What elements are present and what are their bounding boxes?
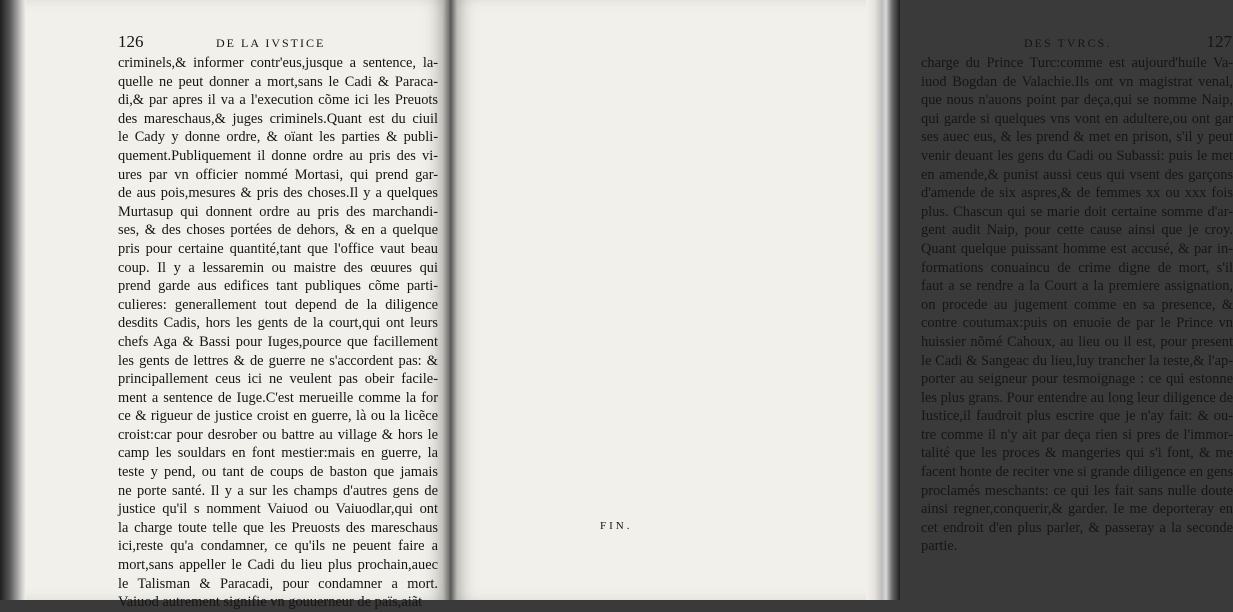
right-running-head <box>920 34 1232 52</box>
text-line: talité que les proces & mangeries qui s'i font, & me <box>921 445 1233 462</box>
book-gutter <box>443 0 457 600</box>
text-line: formations conuaincu de crime digne de mort, s'il <box>921 259 1233 276</box>
text-line: coup. Il y a lessaremin ou maistre des œuures qui <box>118 259 438 276</box>
text-line: mort,sans appeller le Cadi du lieu plus prochain,auec <box>118 557 438 574</box>
text-line: contre coutumax:puis on enuoie de par le Prince vn <box>921 315 1233 332</box>
text-line: ne porte santé. Il y a sur les champs d'autres gens de <box>118 482 438 499</box>
text-line: pris pour certaine quantité,tant que l'office vaut beau <box>118 240 438 257</box>
left-page-edge <box>0 0 26 600</box>
right-body-text <box>921 54 1233 556</box>
text-line: ures par vn officier nommé Mortasi, qui prend gar- <box>118 166 438 183</box>
text-line: porter au seigneur pour tesmoignage : ce qui estonne <box>921 371 1233 388</box>
text-line: d'amende de six aspres,& de femmes xx ou xxx fois <box>921 185 1233 202</box>
text-line: le Cady y donne ordre, & oïant les parties & publi- <box>118 129 438 146</box>
text-line: iuod Bogdan de Valachie.Ils ont vn magistrat venal, <box>921 73 1233 90</box>
left-page-number: 126 <box>118 32 144 51</box>
text-line: proclamés meschants: ce qui les fait sans nulle doute <box>921 482 1233 499</box>
text-line: on procede au jugement comme en sa presence, & <box>921 296 1233 313</box>
text-line: gent audit Naip, pour cette cause ainsi que je croy. <box>921 222 1233 239</box>
text-line: qui garde si quelques vns vont en adultere,ou ont gar <box>921 110 1233 127</box>
text-line: ce & rigueur de justice croist en guerre, là ou la licẽce <box>118 408 438 425</box>
text-line: la charge toute telle que les Preuosts des mareschaus <box>118 519 438 536</box>
text-line: charge du Prince Turc:comme est aujourd'huile Va- <box>921 55 1233 71</box>
text-line: Vaiuod autrement signifie vn gouuerneur de païs,aiãt <box>118 594 423 611</box>
text-line: huissier nõmé Cahoux, au lieu ou il est, pour present <box>921 333 1233 350</box>
text-line: les gents de lettres & de guerre ne s'accordent pas: & <box>118 352 438 369</box>
text-line: des mareschaus,& juges criminels.Quant est du ciuil <box>118 110 438 127</box>
text-line: ses, & des choses portées de dehors, & en a quelque <box>118 222 438 239</box>
text-line: desdits Cadis, hors les gents de la court,qui ont leurs <box>118 315 438 332</box>
text-line: en amende,& punist aussi ceus qui vsent des garçons <box>921 166 1233 183</box>
right-page-number: 127 <box>1206 32 1232 51</box>
text-line: di,& par apres il va a l'execution cõme ici les Preuots <box>118 92 438 109</box>
text-line: le Cadi & Sangeac du lieu,luy trancher la teste,& l'ap- <box>921 352 1233 369</box>
left-running-head <box>118 34 436 52</box>
right-page-edge <box>866 0 900 600</box>
text-line: cet endroit d'en plus parler, & passeray a la seconde <box>921 519 1233 536</box>
right-running-title: DES TVRCS. <box>1024 36 1112 50</box>
text-line: venir deuant les gens du Cadi ou Subassi: puis le met <box>921 147 1233 164</box>
text-line: Murtasup qui donnent ordre au pris des marchandi- <box>118 203 438 220</box>
left-body-text <box>118 54 438 612</box>
text-line: les plus grans. Pour entendre au long leur diligence de <box>921 389 1233 406</box>
text-line: quelle ne peut donner a mort,sans le Cadi & Paraca- <box>118 73 438 90</box>
text-line: ses auec eus, & les prend & met en prison, s'il y peut <box>921 129 1233 146</box>
text-line: facent honte de reciter vne si grande diligence en gens <box>921 464 1233 481</box>
right-page <box>450 0 1233 600</box>
text-line: partie. <box>921 538 958 555</box>
text-line: de aus pois,mesures & pris des choses.Il y a quelques <box>118 185 438 202</box>
text-line: principallement ceus ici ne veulent pas obeir facile- <box>118 371 438 388</box>
text-line: plus. Chascun qui se marie doit certaine somme d'ar- <box>921 203 1233 220</box>
text-line: tre comme il n'y ait par deça rien si pres de l'immor- <box>921 426 1233 443</box>
text-line: criminels,& informer contr'eus,jusque a sentence, la- <box>118 55 438 71</box>
text-line: ainsi regner,conquerir,& garder. Ie me deporteray en <box>921 501 1233 518</box>
text-line: Iustice,il faudroit plus escrire que je n'ay fait: & ou- <box>921 408 1233 425</box>
text-line: camp les souldars en font mestier:mais en guerre, la <box>118 445 438 462</box>
text-line: prend garde aus edifices tant publiques cõme parti- <box>118 278 438 295</box>
text-line: culieres: generallement tout depend de la diligence <box>118 296 438 313</box>
text-line: quement.Publiquement il donne ordre au pris des vi- <box>118 147 438 164</box>
text-line: teste y pend, ou tant de coups de baston que jamais <box>118 464 438 481</box>
end-mark: FIN. <box>600 520 633 532</box>
text-line: Quant quelque puissant homme est accusé, & par in- <box>921 240 1233 257</box>
text-line: le Talisman & Paracadi, pour condamner a mort. <box>118 575 438 592</box>
text-line: croist:car pour desrober ou battre au village & hors le <box>118 426 438 443</box>
text-line: faut a se rendre a la Court a la premiere assignation, <box>921 278 1233 295</box>
left-page <box>0 0 450 611</box>
text-line: chefs Aga & Bassi pour Iuges,pource que facillement <box>118 333 438 350</box>
text-line: ici,reste qu'a condamner, ce qu'ils ne peuent faire a <box>118 538 438 555</box>
text-line: justice qu'il s nomment Vaiuod ou Vaiuodlar,qui ont <box>118 501 438 518</box>
text-line: que nous n'auons point par deça,qui se nomme Naip, <box>921 92 1233 109</box>
left-running-title: DE LA IVSTICE <box>216 36 326 50</box>
text-line: ment a sentence de Iuge.C'est merueille comme la for <box>118 389 438 406</box>
